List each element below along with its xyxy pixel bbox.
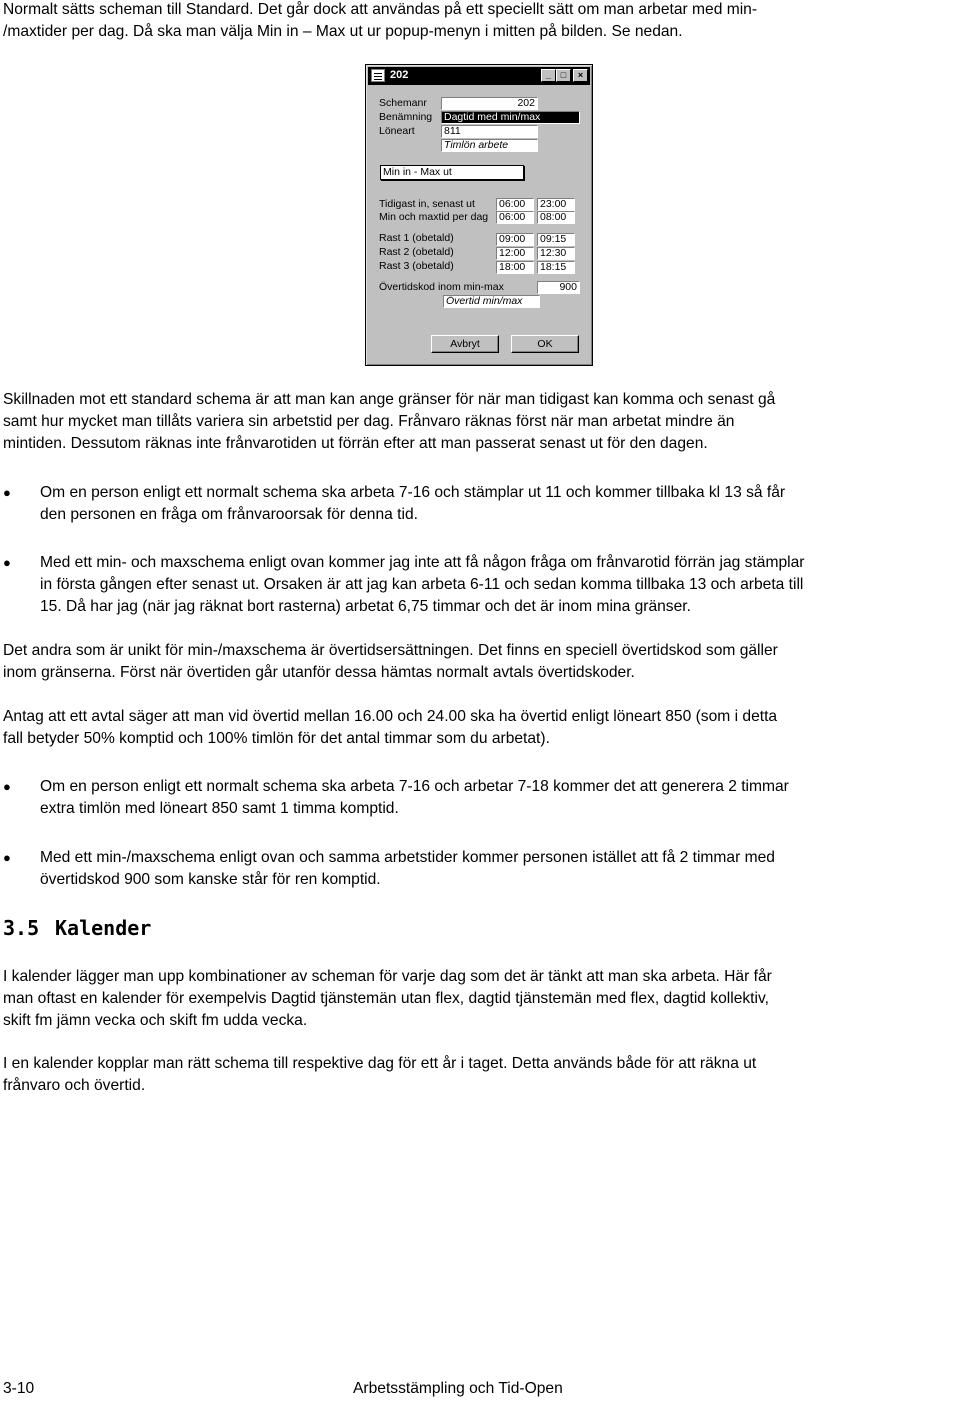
rast1-label: Rast 1 (obetald) <box>379 232 454 244</box>
loneart-label: Löneart <box>379 125 415 137</box>
dialog-title: 202 <box>390 69 409 81</box>
bullet-icon: ● <box>3 485 11 500</box>
close-button[interactable]: × <box>573 69 588 82</box>
footer-title: Arbetsstämpling och Tid-Open <box>353 1380 563 1397</box>
benamning-field[interactable]: Dagtid med min/max <box>441 111 580 124</box>
rast2-from-field[interactable]: 12:00 <box>496 247 534 260</box>
schedule-type-popup[interactable]: Min in - Max ut <box>380 165 524 180</box>
paragraph-difference: Skillnaden mot ett standard schema är att man kan ange gränser för när man tidigast kan komma och senast gå samt hur mycket man tillåts variera sin arbetstid per dag. Frånvaro räknas först när man arbetat mindre än mintiden. Dessutom räknas inte frånvarotiden ut förrän efter att man passerat senast ut för den dagen. <box>3 391 776 452</box>
loneart-description: Timlön arbete <box>441 139 538 152</box>
benamning-label: Benämning <box>379 111 433 123</box>
paragraph-calendar-link: I en kalender kopplar man rätt schema till respektive dag för ett år i taget. Detta används både för att räkna ut frånvaro och övertid. <box>3 1055 757 1094</box>
section-heading <box>3 916 151 940</box>
rast3-to-field[interactable]: 18:15 <box>537 261 575 274</box>
app-icon <box>371 69 385 82</box>
ok-button[interactable]: OK <box>511 335 579 353</box>
tidigast-to-field[interactable]: 23:00 <box>537 198 575 211</box>
cancel-button[interactable]: Avbryt <box>431 335 499 353</box>
bullet-icon: ● <box>3 555 11 570</box>
bullet-item: ● Om en person enligt ett normalt schema ska arbeta 7-16 och arbetar 7-18 kommer det att generera 2 timmar extra timlön med löneart 850 samt 1 timma komptid. <box>3 778 789 817</box>
overtid-label: Övertidskod inom min-max <box>379 281 504 293</box>
dialog-titlebar <box>368 67 590 85</box>
schemanr-field[interactable]: 202 <box>441 97 538 110</box>
maximize-button[interactable]: □ <box>556 69 571 82</box>
schedule-dialog <box>365 64 593 366</box>
minmax-label: Min och maxtid per dag <box>379 211 489 223</box>
section-number: 3.5 <box>3 916 40 940</box>
rast3-label: Rast 3 (obetald) <box>379 260 454 272</box>
schemanr-label: Schemanr <box>379 97 427 109</box>
bullet-item: ● Om en person enligt ett normalt schema ska arbeta 7-16 och stämplar ut 11 och kommer tillbaka kl 13 så får den personen en fråga om frånvaroorsak för denna tid. <box>3 484 786 523</box>
rast3-from-field[interactable]: 18:00 <box>496 261 534 274</box>
bullet-item: ● Med ett min-/maxschema enligt ovan och samma arbetstider kommer personen istället att få 2 timmar med övertidskod 900 som kanske står för ren komptid. <box>3 849 775 888</box>
tidigast-label: Tidigast in, senast ut <box>379 198 475 210</box>
paragraph-overtime: Det andra som är unikt för min-/maxschema är övertidsersättningen. Det finns en speciell övertidskod som gäller inom gränserna. Först när övertiden går utanför dessa hämtas normalt avtals övertidskoder. <box>3 642 778 681</box>
minimize-button[interactable]: _ <box>541 69 556 82</box>
overtid-description: Övertid min/max <box>443 295 540 308</box>
section-title: Kalender <box>55 916 152 940</box>
intro-paragraph: Normalt sätts scheman till Standard. Det går dock att användas på ett speciellt sätt om man arbetar med min- /maxtider per dag. Då ska man välja Min in – Max ut ur popup-menyn i mitten på bilden. Se nedan. <box>3 1 758 40</box>
paragraph-example: Antag att ett avtal säger att man vid övertid mellan 16.00 och 24.00 ska ha övertid enligt löneart 850 (som i detta fall betyder 50% komptid och 100% timlön för det antal timmar som du arbetat). <box>3 708 778 747</box>
page-number: 3-10 <box>3 1380 35 1397</box>
rast1-from-field[interactable]: 09:00 <box>496 233 534 246</box>
rast1-to-field[interactable]: 09:15 <box>537 233 575 246</box>
minmax-from-field[interactable]: 06:00 <box>496 211 534 224</box>
overtid-field[interactable]: 900 <box>537 281 580 294</box>
bullet-icon: ● <box>3 850 11 865</box>
loneart-field[interactable]: 811 <box>441 125 538 138</box>
bullet-item: ● Med ett min- och maxschema enligt ovan kommer jag inte att få någon fråga om frånvarotid förrän jag stämplar in första gången efter senast ut. Orsaken är att jag kan arbeta 6-11 och sedan komma tillbaka 13 och arbeta till 15. Då har jag (när jag räknat bort rasterna) arbetat 6,75 timmar och det är inom mina gränser. <box>3 554 805 615</box>
rast2-to-field[interactable]: 12:30 <box>537 247 575 260</box>
rast2-label: Rast 2 (obetald) <box>379 246 454 258</box>
bullet-icon: ● <box>3 779 11 794</box>
tidigast-from-field[interactable]: 06:00 <box>496 198 534 211</box>
minmax-to-field[interactable]: 08:00 <box>537 211 575 224</box>
paragraph-calendar: I kalender lägger man upp kombinationer av scheman för varje dag som det är tänkt att man ska arbeta. Här får man oftast en kalender för exempelvis Dagtid tjänstemän utan flex, dagtid tjänstemän med flex, dagtid kollektiv, skift fm jämn vecka och skift fm udda vecka. <box>3 968 772 1029</box>
